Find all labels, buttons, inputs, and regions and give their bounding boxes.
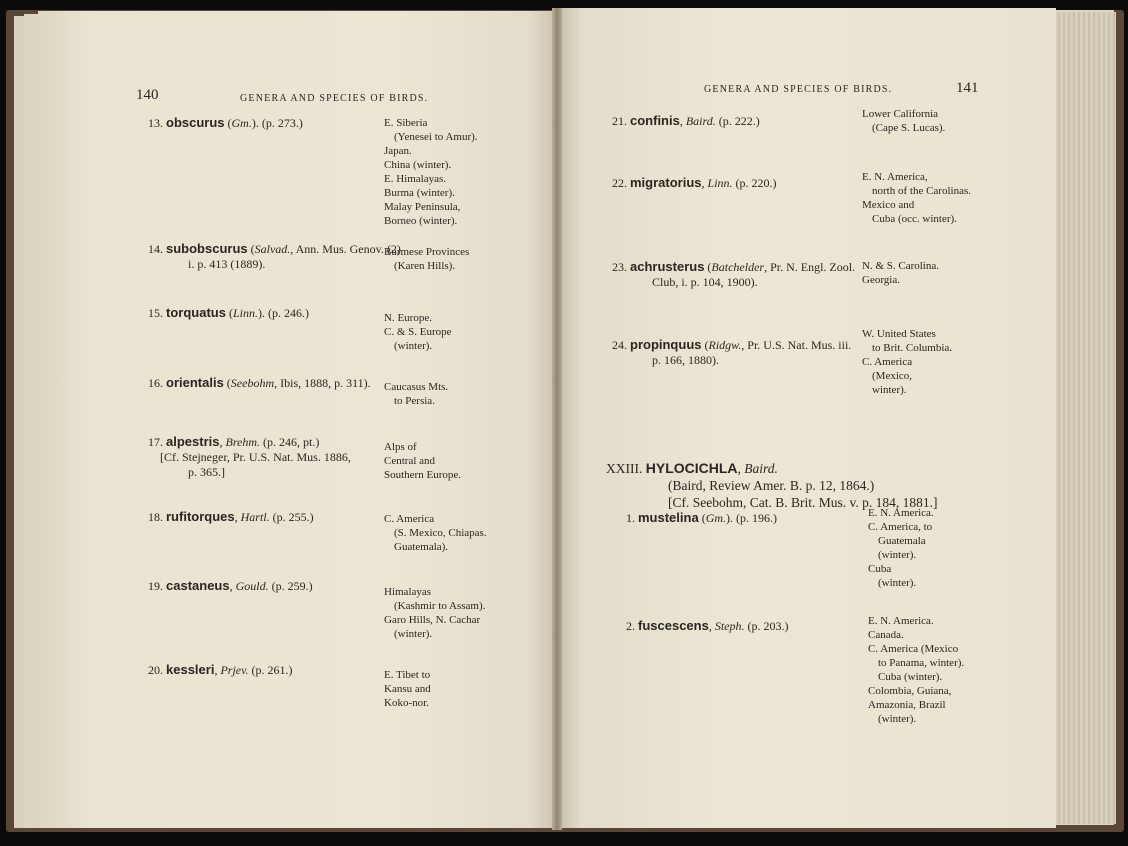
species-reference: p. 365.]	[188, 465, 225, 479]
range-line: to Brit. Columbia.	[872, 342, 953, 354]
species-number: 17.	[148, 435, 163, 449]
range-line: W. United States	[862, 328, 936, 340]
species-reference: Club, i. p. 104, 1900).	[652, 275, 758, 289]
species-reference: p. 166, 1880).	[652, 353, 719, 367]
species-author: Gm.	[705, 511, 727, 525]
range-line: Cuba	[868, 563, 892, 575]
range-line: C. America	[862, 356, 913, 368]
genus-reference-1: (Baird, Review Amer. B. p. 12, 1864.)	[668, 478, 875, 493]
range-line: Caucasus Mts.	[384, 381, 449, 393]
species-line: 23. achrusterus (Batchelder, Pr. N. Engl. Zool.	[612, 259, 856, 274]
range-line: Malay Peninsula,	[384, 201, 461, 213]
range-block	[384, 116, 478, 228]
species-entry	[148, 434, 351, 480]
species-author: Seebohm	[230, 376, 275, 390]
species-number: 21.	[612, 114, 627, 128]
species-entry	[148, 578, 313, 594]
range-line: C. America	[384, 513, 435, 525]
range-line: Colombia, Guiana,	[868, 685, 952, 697]
range-line: Georgia.	[862, 274, 900, 286]
range-block	[384, 311, 452, 353]
species-citation: , Ann. Mus. Genov. (2)	[290, 242, 401, 256]
range-block	[868, 614, 964, 726]
species-line: 22. migratorius, Linn. (p. 220.)	[612, 175, 777, 190]
range-block	[868, 506, 934, 590]
range-line: Kansu and	[384, 683, 431, 695]
range-line: E. Tibet to	[384, 669, 431, 681]
species-line: 19. castaneus, Gould. (p. 259.)	[148, 578, 313, 593]
genus-heading: XXIII. HYLOCICHLA, Baird. (Baird, Review Amer. B. p. 12, 1864.) [Cf. Seebohm, Cat. B. Brit. Mus. v. p. 184, 1881.]	[606, 460, 938, 510]
species-line: 21. confinis, Baird. (p. 222.)	[612, 113, 760, 128]
range-line: Himalayas	[384, 586, 432, 598]
range-line: Mexico and	[862, 199, 915, 211]
range-block	[862, 327, 952, 397]
range-line: (winter).	[878, 549, 917, 561]
range-block	[862, 107, 945, 135]
left-page	[38, 11, 556, 828]
range-line: Garo Hills, N. Cachar	[384, 614, 481, 626]
running-head-right: GENERA AND SPECIES OF BIRDS.	[704, 84, 893, 95]
species-number: 20.	[148, 663, 163, 677]
species-name: migratorius	[630, 175, 702, 190]
species-entry	[148, 241, 401, 272]
species-author: Steph.	[714, 619, 745, 633]
species-name: propinquus	[630, 337, 702, 352]
species-citation: (p. 220.)	[732, 176, 777, 190]
range-line: winter).	[872, 384, 907, 396]
range-line: E. N. America,	[862, 171, 928, 183]
page-number-left: 140	[136, 87, 159, 103]
range-line: (S. Mexico, Chiapas.	[394, 527, 487, 539]
range-line: Japan.	[384, 145, 412, 157]
range-line: Guatemala).	[394, 541, 449, 553]
species-number: 15.	[148, 306, 163, 320]
species-name: kessleri	[166, 662, 215, 677]
species-line: 13. obscurus (Gm.). (p. 273.)	[148, 115, 303, 130]
species-citation: (p. 255.)	[269, 510, 314, 524]
species-name: obscurus	[166, 115, 225, 130]
range-line: (Kashmir to Assam).	[394, 600, 486, 612]
species-author: Ridgw.	[708, 338, 742, 352]
range-line: Borneo (winter).	[384, 215, 458, 227]
range-block	[384, 380, 448, 408]
page-edges-right	[1050, 12, 1116, 824]
range-line: E. N. America.	[868, 615, 934, 627]
species-number: 14.	[148, 242, 163, 256]
range-line: Guatemala	[878, 535, 926, 547]
species-citation: ). (p. 196.)	[726, 511, 778, 525]
species-name: fuscescens	[638, 618, 709, 633]
range-line: C. & S. Europe	[384, 326, 452, 338]
genus-reference-2: [Cf. Seebohm, Cat. B. Brit. Mus. v. p. 184, 1881.]	[668, 495, 938, 510]
species-name: subobscurus	[166, 241, 248, 256]
species-entry	[612, 337, 851, 368]
range-block	[862, 170, 971, 226]
range-line: N. Europe.	[384, 312, 432, 324]
species-author: Batchelder	[711, 260, 765, 274]
range-block	[384, 512, 487, 554]
range-line: Lower California	[862, 108, 939, 120]
species-citation: (p. 259.)	[268, 579, 313, 593]
range-line: (Cape S. Lucas).	[872, 122, 946, 134]
running-head-left: GENERA AND SPECIES OF BIRDS.	[240, 93, 429, 104]
species-name: mustelina	[638, 510, 699, 525]
range-block	[384, 440, 461, 482]
range-line: (winter).	[394, 628, 433, 640]
species-entry	[148, 662, 293, 678]
range-block	[384, 245, 469, 273]
species-entry	[148, 509, 314, 525]
genus-author: Baird.	[744, 461, 778, 476]
species-entry	[626, 618, 789, 634]
species-citation: (p. 222.)	[715, 114, 760, 128]
range-line: (Yenesei to Amur).	[394, 131, 478, 143]
species-name: alpestris	[166, 434, 220, 449]
species-name: orientalis	[166, 375, 224, 390]
species-number: 22.	[612, 176, 627, 190]
range-line: to Panama, winter).	[878, 657, 965, 669]
range-line: Cuba (occ. winter).	[872, 213, 957, 225]
species-author: Hartl.	[240, 510, 270, 524]
range-line: Burmese Provinces	[384, 246, 470, 258]
species-citation: ). (p. 246.)	[257, 306, 309, 320]
species-number: 13.	[148, 116, 163, 130]
range-line: to Persia.	[394, 395, 435, 407]
species-number: 2.	[626, 619, 635, 633]
species-line: 17. alpestris, Brehm. (p. 246, pt.)	[148, 434, 320, 449]
species-line: 15. torquatus (Linn.). (p. 246.)	[148, 305, 309, 320]
range-line: north of the Carolinas.	[872, 185, 971, 197]
species-line: 24. propinquus (Ridgw., Pr. U.S. Nat. Mus. iii.	[612, 337, 852, 352]
species-line: 14. subobscurus (Salvad., Ann. Mus. Genov. (2)	[148, 241, 401, 256]
range-line: E. N. America.	[868, 507, 934, 519]
species-line: 20. kessleri, Prjev. (p. 261.)	[148, 662, 293, 677]
species-number: 24.	[612, 338, 627, 352]
species-entry	[148, 375, 371, 391]
species-author: Linn.	[707, 176, 733, 190]
range-line: Cuba (winter).	[878, 671, 943, 683]
species-reference: i. p. 413 (1889).	[188, 257, 266, 271]
species-entry	[148, 115, 303, 131]
range-block	[384, 668, 431, 710]
species-number: 16.	[148, 376, 163, 390]
range-block	[384, 585, 485, 641]
range-line: Central and	[384, 455, 436, 467]
range-line: N. & S. Carolina.	[862, 260, 939, 272]
species-entry	[626, 510, 777, 526]
species-line: 1. mustelina (Gm.). (p. 196.)	[626, 510, 778, 525]
range-line: Southern Europe.	[384, 469, 461, 481]
species-citation: , Pr. U.S. Nat. Mus. iii.	[741, 338, 852, 352]
species-name: torquatus	[166, 305, 226, 320]
species-author: Baird.	[685, 114, 716, 128]
species-author: Linn.	[232, 306, 258, 320]
genus-numeral: XXIII.	[606, 461, 643, 476]
species-name: confinis	[630, 113, 680, 128]
species-number: 19.	[148, 579, 163, 593]
species-reference: [Cf. Stejneger, Pr. U.S. Nat. Mus. 1886,	[160, 450, 351, 464]
species-entry	[612, 113, 760, 129]
genus-name: HYLOCICHLA	[645, 460, 738, 476]
species-author: Salvad.	[254, 242, 291, 256]
species-citation: (p. 261.)	[248, 663, 293, 677]
species-citation: ). (p. 273.)	[251, 116, 303, 130]
range-line: C. America (Mexico	[868, 643, 959, 655]
range-line: Canada.	[868, 629, 904, 641]
species-line: 2. fuscescens, Steph. (p. 203.)	[626, 618, 789, 633]
range-line: (winter).	[878, 577, 917, 589]
species-author: Gm.	[231, 116, 252, 130]
species-number: 18.	[148, 510, 163, 524]
species-name: achrusterus	[630, 259, 705, 274]
species-entry	[148, 305, 309, 321]
range-line: Koko-nor.	[384, 697, 429, 709]
species-citation: , Pr. N. Engl. Zool.	[764, 260, 856, 274]
range-line: (winter).	[394, 340, 433, 352]
range-line: C. America, to	[868, 521, 933, 533]
right-page	[556, 8, 1056, 828]
range-line: (Mexico,	[872, 370, 913, 382]
book-gutter	[552, 8, 562, 830]
species-author: Brehm.	[225, 435, 261, 449]
species-number: 23.	[612, 260, 627, 274]
range-line: Burma (winter).	[384, 187, 455, 199]
species-citation: (p. 203.)	[744, 619, 789, 633]
species-line: 16. orientalis (Seebohm, Ibis, 1888, p. 311).	[148, 375, 371, 390]
range-line: (winter).	[878, 713, 917, 725]
range-line: China (winter).	[384, 159, 452, 171]
range-line: E. Himalayas.	[384, 173, 447, 185]
species-author: Prjev.	[220, 663, 249, 677]
range-block	[862, 259, 939, 287]
species-line: 18. rufitorques, Hartl. (p. 255.)	[148, 509, 314, 524]
range-line: E. Siberia	[384, 117, 428, 129]
species-citation: (p. 246, pt.)	[260, 435, 320, 449]
species-author: Gould.	[235, 579, 269, 593]
species-entry	[612, 175, 777, 191]
species-citation: , Ibis, 1888, p. 311).	[274, 376, 371, 390]
species-name: rufitorques	[166, 509, 235, 524]
page-number-right: 141	[956, 80, 979, 96]
range-line: (Karen Hills).	[394, 260, 456, 272]
range-line: Amazonia, Brazil	[868, 699, 946, 711]
range-line: Alps of	[384, 441, 417, 453]
species-name: castaneus	[166, 578, 230, 593]
species-entry	[612, 259, 855, 290]
species-number: 1.	[626, 511, 635, 525]
